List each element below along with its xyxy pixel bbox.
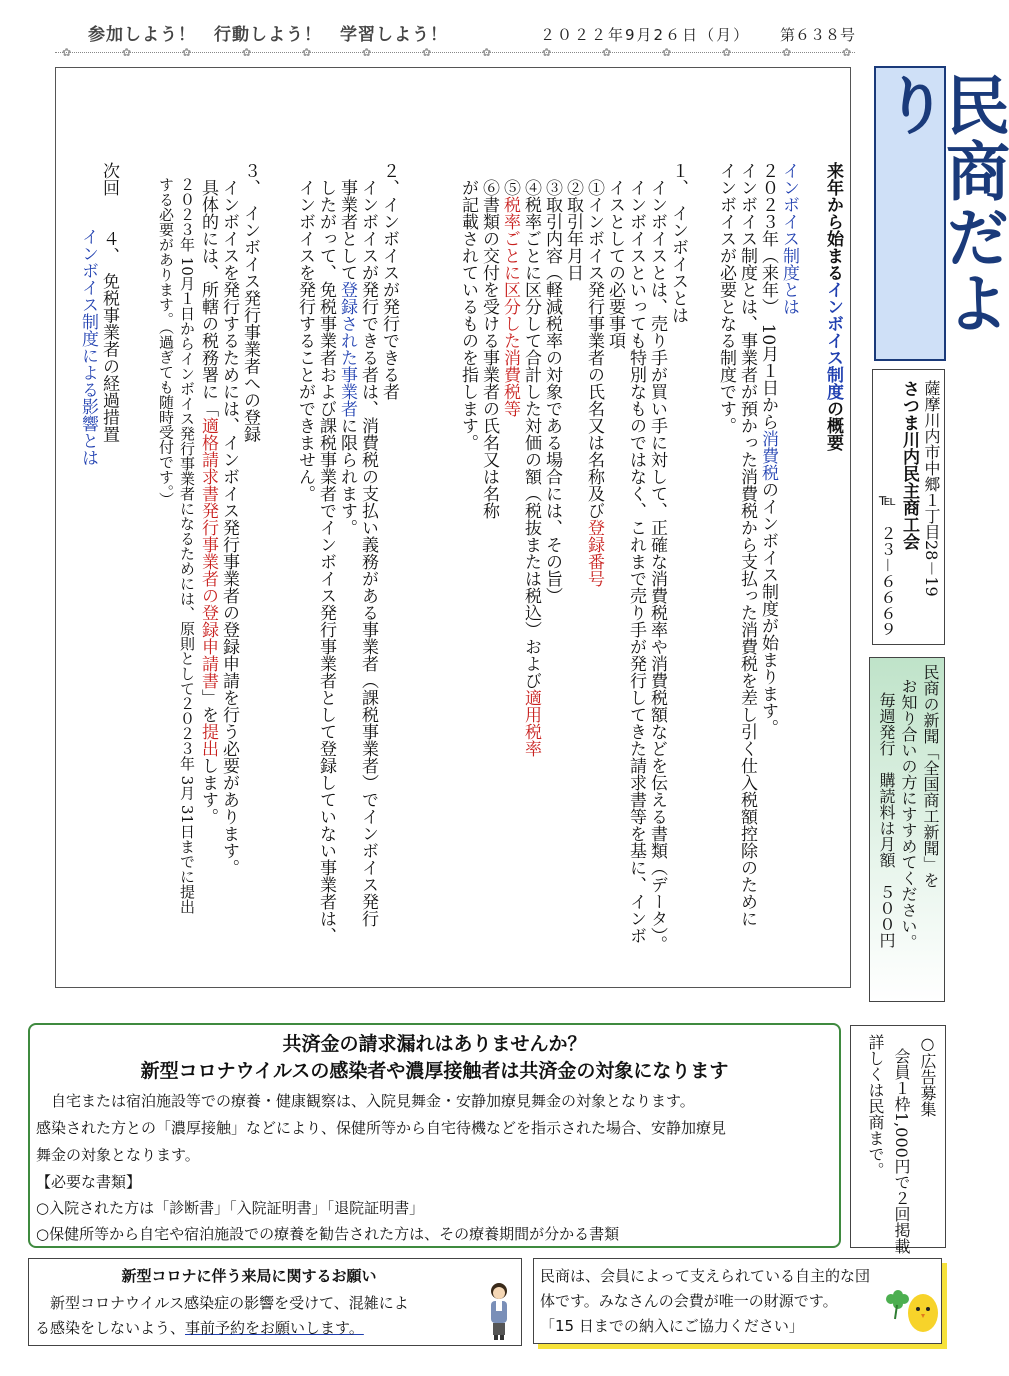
- section-2-title: ２、インボイスが発行できる者: [379, 162, 399, 400]
- kyosai-title: 共済金の請求漏れはありませんか？: [282, 1033, 587, 1055]
- flower-ornament-icon: ✿: [842, 46, 852, 59]
- kyosai-notice: [28, 1023, 841, 1248]
- kyosai-paragraph: 自宅または宿泊施設等での療養・健康観察は、入院見舞金・安静加療見舞金の対象となります。: [36, 1092, 695, 1110]
- flower-ornament-icon: ✿: [422, 46, 432, 59]
- newspaper-line: 毎週発行 購読料は月額 ５００円: [877, 692, 896, 948]
- section-1-item: ①インボイス発行事業者の氏名又は名称及び登録番号: [584, 162, 604, 587]
- member-line: 体です。みなさんの会費が唯一の財源です。: [540, 1292, 838, 1310]
- corona-visit-notice: [28, 1258, 522, 1346]
- article-heading: 来年から始まるインボイス制度の概要: [823, 162, 843, 451]
- flower-ornament-icon: ✿: [482, 46, 492, 59]
- issue-number: 第６３８号: [780, 26, 856, 44]
- membership-notice: [533, 1258, 942, 1344]
- flower-ornament-icon: ✿: [242, 46, 252, 59]
- section-1-item: ⑤税率ごとに区分した消費税等: [500, 162, 520, 417]
- ad-line: 詳しくは民商まで。: [866, 1034, 885, 1178]
- header-slogan: 参加しよう！ 行動しよう！ 学習しよう！: [88, 25, 448, 45]
- section-1-line: が記載されているものを指します。: [458, 162, 478, 451]
- section-3-line: する必要があります。（過ぎても随時受付です。）: [157, 162, 175, 507]
- flower-ornament-icon: ✿: [662, 46, 672, 59]
- organization-info: [872, 369, 945, 645]
- next-issue-topic: インボイス制度による影響とは: [78, 228, 98, 466]
- newspaper-line: お知り合いの方にすすめてください。: [899, 678, 918, 950]
- newspaper-promo: [869, 657, 945, 1002]
- next-issue-line: 次回 ４、 免税事業者の経過措置: [99, 162, 119, 443]
- chick-clover-icon: [883, 1285, 941, 1335]
- section-2-line: 事業者として登録された事業者に限られます。: [337, 162, 357, 536]
- section-1-item: ⑥書類の交付を受ける事業者の氏名又は名称: [479, 162, 499, 519]
- flower-ornament-icon: ✿: [542, 46, 552, 59]
- section-1-line: インボイスといっても特別なものではなく、これまで売り手が発行してきた請求書等を基に、インボ: [626, 162, 646, 944]
- flower-ornament-icon: ✿: [62, 46, 72, 59]
- receptionist-icon: [482, 1281, 516, 1341]
- kyosai-requirement: ○保健所等から自宅や宿泊施設での療養を勧告された方は、その療養期間が分かる書類: [36, 1225, 620, 1243]
- ad-line: 会員１枠1,000円で２回掲載: [892, 1048, 911, 1254]
- kyosai-requirement: ○入院された方は「診断書」「入院証明書」「退院証明書」: [36, 1199, 425, 1217]
- org-name: さつま川内民主商工会: [899, 380, 919, 550]
- article-box: [55, 67, 851, 988]
- masthead: [873, 66, 1009, 361]
- section-2-line: したがって、免税事業者および課税事業者でインボイス発行事業者として登録していない事業者は、: [316, 162, 336, 944]
- section-3-line: ２０２３年 10月１日からインボイス発行事業者になるためには、原則として２０２３年 3月 31日までに提出: [178, 162, 196, 915]
- kyosai-paragraph: 舞金の対象となります。: [36, 1146, 200, 1164]
- section-1-item: ③取引内容（軽減税率の対象である場合には、その旨）: [542, 162, 562, 604]
- issue-date: ２０２２年9月2６日（月）: [540, 26, 751, 44]
- org-tel: ℡ ２３－６６６９: [878, 490, 897, 638]
- section-2-line: インボイスが発行できる者は、消費税の支払い義務がある事業者（課税事業者）でインボイス発行: [358, 162, 378, 927]
- org-address: 薩摩川内市中郷１丁目28－19: [922, 380, 941, 597]
- flower-ornament-icon: ✿: [302, 46, 312, 59]
- flower-ornament-icon: ✿: [182, 46, 192, 59]
- ad-recruitment: [850, 1025, 946, 1254]
- section-1-item: ④税率ごとに区分して合計した対価の額（税抜または税込）および適用税率: [521, 162, 541, 757]
- section-1-title: １、 インボイスとは: [668, 162, 688, 324]
- flower-ornament-icon: ✿: [362, 46, 372, 59]
- section-1-line: インボイスとは、売り手が買い手に対して、正確な消費税率や消費税額などを伝える書類（データ）。: [647, 162, 667, 953]
- section-2-line: インボイスを発行することができません。: [295, 162, 315, 502]
- section-3-line: 具体的には、所轄の税務署に「適格請求書発行事業者の登録申請書」を提出します。: [198, 162, 218, 825]
- corona-line: る感染をしないよう、事前予約をお願いします。: [35, 1319, 364, 1337]
- kyosai-paragraph: 感染された方との「濃厚接触」などにより、保健所等から自宅待機などを指示された場合、安静加療見: [36, 1119, 727, 1137]
- section-1-line: イスとしての必要事項: [605, 162, 625, 349]
- section-intro-line: インボイス制度とは、事業者が預かった消費税から支払った消費税を差し引く仕入税額控除のために: [737, 162, 757, 927]
- flower-ornament-icon: ✿: [602, 46, 612, 59]
- kyosai-requirements-title: 【必要な書類】: [36, 1173, 142, 1191]
- section-1-item: ②取引年月日: [563, 162, 583, 281]
- ad-line: ○広告募集: [918, 1034, 937, 1117]
- header-divider: [55, 52, 855, 53]
- section-intro-line: ２０２３年（来年） 10月１日から消費税のインボイス制度が始まります。: [758, 162, 778, 737]
- section-intro-title: インボイス制度とは: [779, 162, 799, 315]
- section-intro-line: インボイスが必要となる制度です。: [716, 162, 736, 434]
- newspaper-line: 民商の新聞「全国商工新聞」を: [921, 664, 940, 888]
- flower-ornament-icon: ✿: [782, 46, 792, 59]
- corona-title: 新型コロナに伴う来局に関するお願い: [121, 1267, 377, 1285]
- section-3-line: インボイスを発行するためには、インボイス発行事業者の登録申請を行う必要があります。: [219, 162, 239, 876]
- kyosai-subtitle: 新型コロナウイルスの感染者や濃厚接触者は共済金の対象になります: [140, 1060, 729, 1082]
- corona-line: 新型コロナウイルス感染症の影響を受けて、混雑によ: [35, 1294, 409, 1312]
- member-line: 民商は、会員によって支えられている自主的な団: [540, 1267, 871, 1285]
- section-3-title: ３、 インボイス発行事業者への登録: [240, 162, 260, 443]
- member-line: 「15 日までの納入にご協力ください」: [540, 1317, 804, 1335]
- flower-ornament-icon: ✿: [722, 46, 732, 59]
- flower-ornament-icon: ✿: [122, 46, 132, 59]
- masthead-title: 民商だより: [873, 72, 1009, 336]
